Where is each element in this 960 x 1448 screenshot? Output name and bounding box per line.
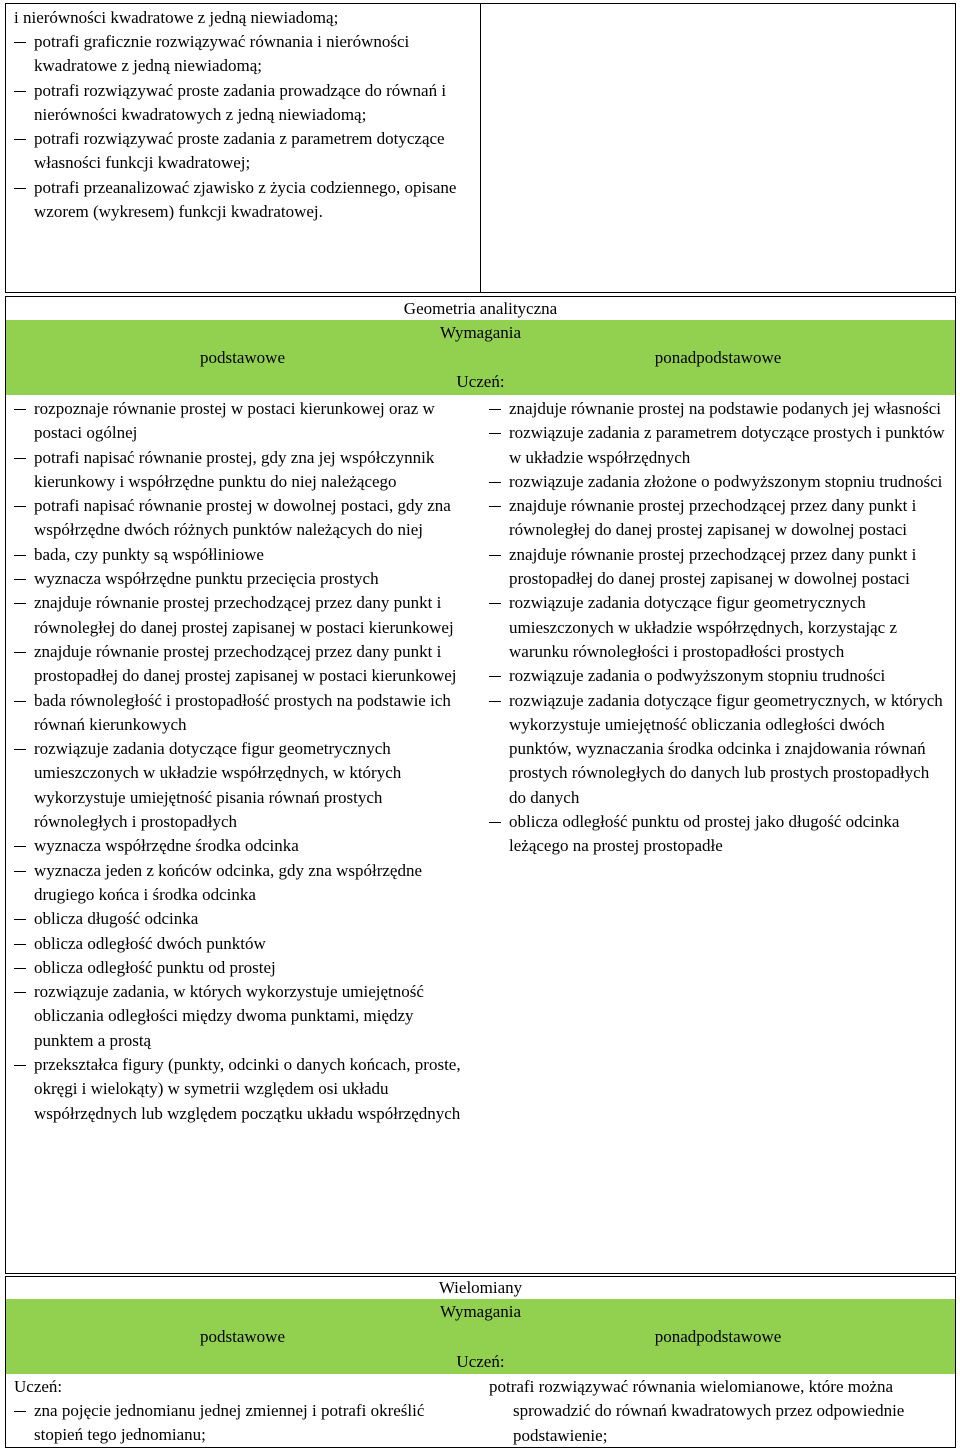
geometria-uczen: Uczeń: <box>456 372 505 391</box>
geometria-col-advanced: ponadpodstawowe <box>654 348 782 367</box>
top-lead-text: i nierówności kwadratowe z jedną niewiadomą; <box>14 8 339 27</box>
list-item: rozwiązuje zadania dotyczące figur geometrycznych umieszczonych w układzie współrzędnych, korzystając z warunku równoległości i prostopadłości prostych <box>489 591 947 664</box>
list-item: potrafi graficznie rozwiązywać równania i nierówności kwadratowe z jedną niewiadomą; <box>14 30 464 79</box>
list-item: potrafi rozwiązywać proste zadania prowadzące do równań i nierówności kwadratowych z jedną niewiadomą; <box>14 79 464 128</box>
list-item: znajduje równanie prostej przechodzącej przez dany punkt i równoległej do danej prostej zapisanej w dowolnej postaci <box>489 494 947 543</box>
list-item: rozwiązuje zadania dotyczące figur geometrycznych, w których wykorzystuje umiejętność obliczania odległości dwóch punktów, wyznaczania środka odcinka i znajdowania równań prostych równoległych do danych lub prostych prostopadłych do danych <box>489 689 947 810</box>
list-item: rozwiązuje zadania o podwyższonym stopniu trudności <box>489 664 947 688</box>
list-item: oblicza odległość dwóch punktów <box>14 932 469 956</box>
top-table-divider <box>480 3 481 293</box>
list-item: rozwiązuje zadania, w których wykorzystuje umiejętność obliczania odległości między dwoma punktami, między punktem a prostą <box>14 980 469 1053</box>
geometria-advanced-list <box>489 397 947 859</box>
list-item: potrafi przeanalizować zjawisko z życia codziennego, opisane wzorem (wykresem) funkcji kwadratowej. <box>14 176 464 225</box>
wielomiany-title: Wielomiany <box>438 1278 523 1297</box>
list-item: znajduje równanie prostej przechodzącej przez dany punkt i prostopadłej do danej prostej zapisanej w postaci kierunkowej <box>14 640 469 689</box>
list-item: wyznacza współrzędne środka odcinka <box>14 834 469 858</box>
list-item: oblicza odległość punktu od prostej <box>14 956 469 980</box>
list-item: wyznacza współrzędne punktu przecięcia prostych <box>14 567 469 591</box>
list-item: potrafi napisać równanie prostej, gdy zna jej współczynnik kierunkowy i współrzędne punktu do niej należącego <box>14 446 469 495</box>
list-item: oblicza odległość punktu od prostej jako długość odcinka leżącego na prostej prostopadłe <box>489 810 947 859</box>
list-item: bada, czy punkty są współliniowe <box>14 543 469 567</box>
wielomiany-advanced-lead <box>489 1375 949 1448</box>
list-item: rozwiązuje zadania z parametrem dotyczące prostych i punktów w układzie współrzędnych <box>489 421 947 470</box>
list-item: rozwiązuje zadania dotyczące figur geometrycznych umieszczonych w układzie współrzędnych, w których wykorzystuje umiejętność pisania równań prostych równoległych i prostopadłych <box>14 737 469 834</box>
geometria-basic-list <box>14 397 469 1126</box>
list-item: potrafi rozwiązywać proste zadania z parametrem dotyczące własności funkcji kwadratowej; <box>14 127 464 176</box>
list-item: rozwiązuje zadania złożone o podwyższonym stopniu trudności <box>489 470 947 494</box>
list-item: oblicza długość odcinka <box>14 907 469 931</box>
wielomiany-basic-list <box>14 1399 454 1448</box>
list-item: wyznacza jeden z końców odcinka, gdy zna współrzędne drugiego końca i środka odcinka <box>14 859 469 908</box>
list-item: znajduje równanie prostej na podstawie podanych jej własności <box>489 397 947 421</box>
list-item: bada równoległość i prostopadłość prostych na podstawie ich równań kierunkowych <box>14 689 469 738</box>
geometria-wymagania: Wymagania <box>439 323 522 342</box>
wielomiany-col-advanced: ponadpodstawowe <box>654 1327 782 1346</box>
geometria-title: Geometria analityczna <box>403 299 558 318</box>
wielomiany-col-basic: podstawowe <box>200 1327 285 1346</box>
list-item: przekształca figury (punkty, odcinki o danych końcach, proste, okręgi i wielokąty) w symetrii względem osi układu współrzędnych lub względem początku układu współrzędnych <box>14 1053 469 1126</box>
list-item: rozpoznaje równanie prostej w postaci kierunkowej oraz w postaci ogólnej <box>14 397 469 446</box>
wielomiany-advanced-text: potrafi rozwiązywać równania wielomianowe, które można sprowadzić do równań kwadratowych przez odpowiednie podstawienie; <box>489 1377 905 1445</box>
geometria-col-basic: podstawowe <box>200 348 285 367</box>
wielomiany-wymagania: Wymagania <box>439 1302 522 1321</box>
list-item: zna pojęcie jednomianu jednej zmiennej i potrafi określić stopień tego jednomianu; <box>14 1399 454 1448</box>
list-item: znajduje równanie prostej przechodzącej przez dany punkt i prostopadłej do danej prostej zapisanej w dowolnej postaci <box>489 543 947 592</box>
wielomiany-uczen: Uczeń: <box>456 1352 505 1371</box>
wielomiany-basic-lead: Uczeń: <box>14 1377 63 1396</box>
top-requirements-list <box>14 30 464 224</box>
list-item: potrafi napisać równanie prostej w dowolnej postaci, gdy zna współrzędne dwóch różnych punktów należących do niej <box>14 494 469 543</box>
list-item: znajduje równanie prostej przechodzącej przez dany punkt i równoległej do danej prostej zapisanej w postaci kierunkowej <box>14 591 469 640</box>
